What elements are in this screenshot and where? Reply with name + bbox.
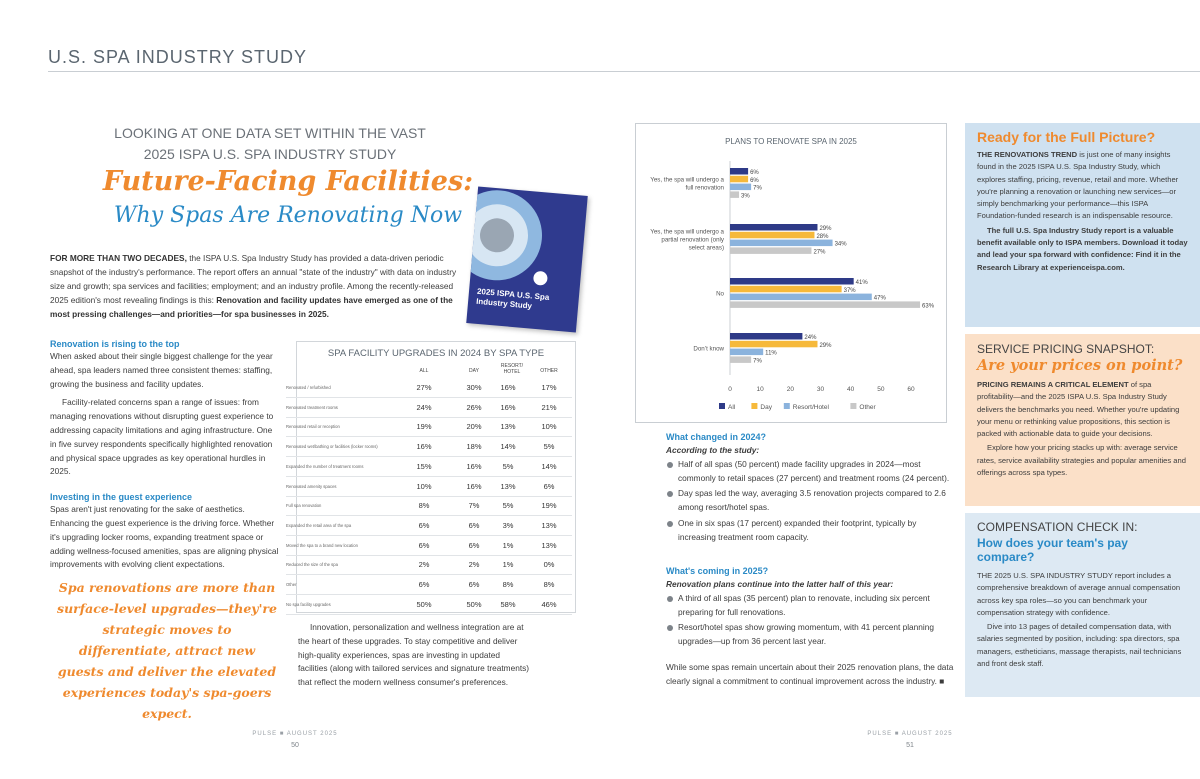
chart-bar — [730, 349, 763, 356]
chart-legend-swatch — [850, 403, 856, 409]
chart-data-label: 6% — [750, 177, 759, 184]
table-cell: 7% — [468, 501, 480, 511]
chart-legend-swatch — [719, 403, 725, 409]
chart-data-label: 41% — [855, 280, 868, 286]
chart-data-label: 63% — [922, 303, 935, 310]
upgrades-table-title: SPA FACILITY UPGRADES IN 2024 BY SPA TYPE — [327, 348, 545, 359]
compensation-panel — [965, 513, 1200, 697]
table-row — [286, 398, 572, 418]
chart-tick-label: 0 — [728, 386, 732, 393]
chart-category-label: Yes, the spa will undergo a full renovation — [650, 176, 724, 192]
table-cell: 10% — [541, 422, 557, 432]
table-cell: 6% — [543, 481, 555, 491]
table-row — [286, 536, 572, 556]
table-cell: 6% — [468, 580, 480, 589]
panel1-title: Ready for the Full Picture? — [977, 129, 1156, 145]
table-cell: 13% — [500, 422, 516, 432]
table-row — [286, 477, 572, 497]
chart-bar — [730, 278, 854, 285]
chart-bar — [730, 168, 748, 175]
panel1-lead: THE RENOVATIONS TREND — [977, 150, 1078, 159]
changes-bullet: Day spas led the way, averaging 3.5 renovation projects compared to 2.6 among resort/hotel spas. — [666, 487, 956, 515]
chart-tick-label: 50 — [877, 386, 885, 393]
table-row-label: Renovated amenity spaces — [286, 483, 337, 489]
chart-legend-swatch — [784, 403, 790, 409]
intro-bold: Renovation and facility updates have emerged as one of the most pressing challenges—and priorities—for spa businesses in 2025. — [50, 295, 453, 319]
panel3-title: COMPENSATION CHECK IN: — [977, 520, 1138, 534]
article-title: Future-Facing Facilities: — [102, 166, 474, 197]
renovation-bar-chart — [635, 123, 947, 423]
table-cell: 26% — [466, 402, 482, 412]
table-col-other: OTHER — [540, 368, 558, 374]
table-col-day: DAY — [469, 368, 479, 374]
table-cell: 8% — [543, 580, 555, 589]
coming-bullet: Resort/hotel spas show growing momentum, with 41 percent planning upgrades—up from 36 percent last year. — [666, 621, 956, 649]
chart-data-label: 27% — [813, 249, 826, 256]
chart-legend-label: All — [728, 404, 736, 411]
pricing-panel — [965, 334, 1200, 506]
table-row — [286, 496, 572, 516]
table-cell: 16% — [466, 461, 482, 471]
chart-tick-label: 60 — [907, 386, 915, 393]
header-rule-left — [48, 71, 600, 72]
table-col-resort-hotel: RESORT/ HOTEL — [500, 363, 524, 375]
page-number-right: 51 — [906, 742, 914, 749]
table-col-all: ALL — [419, 368, 429, 374]
table-row — [286, 378, 572, 398]
table-row-label: Other — [286, 582, 297, 587]
chart-category-label: Don’t know — [693, 345, 724, 353]
panel3-paragraph1: THE 2025 U.S. SPA INDUSTRY STUDY report includes a comprehensive breakdown of average annual compensation across key spa roles—so you can benchmark your compensation strategy with confidence. — [977, 571, 1181, 617]
pull-quote: Spa renovations are more than surface-level upgrades—they're strategic moves to differentiate, attract new guests and deliver the elevated experiences today's spa-goers expect. — [57, 580, 277, 721]
table-row-label: Full spa renovation — [286, 503, 322, 509]
chart-bar — [730, 286, 842, 293]
chart-legend-label: Day — [760, 404, 772, 411]
footer-left-label: PULSE ■ AUGUST 2025 — [252, 731, 338, 737]
table-cell: 24% — [416, 402, 432, 412]
table-row — [286, 437, 572, 457]
table-row — [286, 417, 572, 437]
changes-section — [666, 432, 956, 545]
chart-category-label: Yes, the spa will undergo a partial renovation (only select areas) — [650, 228, 724, 252]
article-kicker-line2: 2025 ISPA U.S. SPA INDUSTRY STUDY — [143, 146, 397, 162]
panel3-paragraph2: Dive into 13 pages of detailed compensation data, with salaries segmented by position, including: spa directors, spa managers, estheticians, massage therapists, nail technicians and front desk staff. — [977, 622, 1182, 669]
table-cell: 16% — [466, 481, 482, 491]
table-row-label: Renovated treatment rooms — [286, 404, 338, 410]
chart-data-label: 28% — [816, 233, 829, 240]
table-cell: 6% — [418, 580, 430, 589]
table-cell: 16% — [416, 442, 432, 452]
article-kicker-line1: LOOKING AT ONE DATA SET WITHIN THE VAST — [114, 125, 426, 141]
chart-legend-label: Resort/Hotel — [792, 404, 829, 411]
chart-category-label: No — [716, 290, 724, 298]
closing-paragraph: While some spas remain uncertain about their 2025 renovation plans, the data clearly signal a commitment to continual improvement across the industry. ■ — [666, 661, 954, 686]
coming-section — [666, 566, 956, 689]
table-row-label: Moved the spa to a brand new location — [286, 542, 358, 548]
table-cell: 14% — [500, 442, 516, 452]
article-subtitle: Why Spas Are Renovating Now — [113, 203, 463, 228]
table-cell: 1% — [502, 540, 514, 550]
table-cell: 5% — [502, 501, 514, 511]
chart-data-label: 7% — [753, 185, 762, 192]
table-cell: 16% — [500, 402, 516, 412]
table-row-label: Expanded the retail area of the spa — [286, 522, 352, 528]
table-cell: 50% — [466, 599, 482, 609]
panel2-subtitle: Are your prices on point? — [977, 357, 1183, 374]
chart-tick-label: 40 — [847, 386, 855, 393]
table-cell: 16% — [500, 383, 516, 392]
table-cell: 8% — [418, 501, 430, 511]
table-row — [286, 555, 572, 575]
section1-paragraph2: Facility-related concerns span a range of issues: from managing renovations without disrupting guest experience to addressing capacity limitations and aging infrastructure. One in five survey respondents specifically highlighted renovation and physical space upgrades as key operational hurdles in 2025. — [50, 397, 274, 477]
section1-heading: Renovation is rising to the top — [50, 339, 180, 349]
table-row-label: Renovated wet/bathing or facilities (locker rooms) — [286, 444, 378, 450]
panel1-paragraph — [977, 149, 1188, 223]
table-cell: 14% — [541, 461, 557, 471]
coming-bullet: A third of all spas (35 percent) plan to renovate, including six percent preparing for full renovations. — [666, 592, 956, 620]
cover-logo-icon — [533, 271, 548, 286]
chart-data-label: 3% — [741, 193, 750, 200]
chart-legend-swatch — [751, 403, 757, 409]
panel3-subtitle: How does your team's pay compare? — [977, 536, 1128, 564]
panel2-paragraph2: Explore how your pricing stacks up with: average service rates, service availability strategies and popular amenities and offerings across spa types. — [977, 443, 1186, 478]
left-column — [50, 339, 280, 572]
table-cell: 6% — [418, 520, 430, 530]
cover-title: 2025 ISPA U.S. Spa Industry Study — [475, 286, 550, 311]
section2-heading: Investing in the guest experience — [50, 492, 193, 503]
changes-heading: What changed in 2024? — [666, 432, 767, 442]
table-cell: 5% — [543, 442, 555, 452]
report-cover-image — [466, 186, 588, 332]
table-cell: 15% — [416, 461, 432, 471]
panel1-text: is just one of many insights found in the 2025 ISPA U.S. Spa Industry Study, which explores staffing, pricing, revenue, retail and more. Whether you're planning a renovation or launching new services—or simply benchmarking your performance—this ISPA Foundation-funded research is an indispensable resource. — [977, 150, 1179, 221]
chart-title: PLANS TO RENOVATE SPA IN 2025 — [725, 137, 857, 146]
chart-data-label: 37% — [843, 287, 856, 294]
table-cell: 18% — [466, 442, 482, 452]
chart-bar — [730, 232, 814, 239]
coming-subheading: Renovation plans continue into the latter half of this year: — [666, 579, 894, 589]
page-number-left: 50 — [291, 742, 299, 749]
panel2-paragraph — [977, 379, 1188, 440]
table-cell: 2% — [418, 560, 430, 570]
changes-subheading: According to the study: — [666, 445, 760, 455]
chart-data-label: 34% — [834, 241, 847, 248]
table-row — [286, 595, 572, 615]
chart-bar — [730, 356, 751, 363]
chart-bar — [730, 333, 802, 340]
table-cell: 21% — [541, 402, 557, 412]
coming-heading: What's coming in 2025? — [666, 566, 769, 576]
table-cell: 30% — [466, 383, 482, 392]
table-row-label: Renovated / refurbished — [286, 385, 331, 390]
chart-data-label: 29% — [819, 226, 832, 232]
chart-bar — [730, 341, 817, 348]
table-cell: 6% — [468, 540, 480, 550]
chart-tick-label: 30 — [816, 386, 825, 393]
chart-data-label: 29% — [819, 342, 832, 349]
table-row-label: Renovated retail or reception — [286, 424, 340, 430]
panel2-title: SERVICE PRICING SNAPSHOT: — [977, 342, 1155, 356]
chart-bar — [730, 247, 811, 254]
chart-bar — [730, 301, 920, 308]
chart-legend-label: Other — [859, 404, 876, 411]
table-row-label: Expanded the number of treatment rooms — [286, 463, 364, 469]
section2-paragraph1: Spas aren't just renovating for the sake of aesthetics. Enhancing the guest experience is the driving force. Whether it's upgrading locker rooms, expanding treatment space or adding wellness-focused amenities, spas are aligning physical improvements with evolving client expectations. — [50, 504, 279, 570]
table-cell: 8% — [502, 580, 514, 589]
table-cell: 17% — [541, 383, 557, 392]
section2-paragraph2: Innovation, personalization and wellness integration are at the heart of these upgrades. To stay competitive and deliver high-quality experiences, spas are investing in updated facilities (along with tailored services and signature treatments) that reflect the modern wellness consumer's preferences. — [298, 622, 530, 688]
running-header: U.S. SPA INDUSTRY STUDY — [48, 47, 308, 67]
table-cell: 13% — [541, 520, 557, 530]
table-row — [286, 457, 572, 477]
chart-data-label: 24% — [804, 335, 817, 341]
header-rule-right — [600, 71, 1200, 72]
chart-data-label: 11% — [765, 350, 777, 357]
table-cell: 5% — [502, 461, 514, 471]
chart-bar — [730, 294, 872, 301]
changes-bullet: Half of all spas (50 percent) made facility upgrades in 2024—most commonly to retail spaces (27 percent) and treatment rooms (24 percent). — [666, 458, 956, 486]
table-cell: 0% — [543, 560, 555, 570]
chart-tick-label: 20 — [786, 386, 794, 393]
table-cell: 2% — [468, 560, 480, 570]
table-cell: 46% — [541, 599, 557, 609]
intro-text: the ISPA U.S. Spa Industry Study has provided a data-driven periodic snapshot of the industry's performance. The report offers an annual "state of the industry" with data on industry size and growth; spa services and facilities; employment; and an industry profile. Among the recently-released 2025 edition's most revealing findings is this: — [50, 253, 457, 305]
chart-data-label: 6% — [750, 170, 759, 176]
table-row — [286, 575, 572, 595]
table-cell: 3% — [502, 520, 514, 530]
table-row — [286, 516, 572, 536]
panel1-bold: The full U.S. Spa Industry Study report is a valuable benefit available only to ISPA members. Download it today and lead your spa forward with confidence: Find it in the Research Library at experienceispa.com. — [977, 225, 1188, 272]
intro-paragraph — [50, 251, 462, 321]
table-cell: 19% — [416, 422, 432, 432]
chart-bar — [730, 176, 748, 183]
table-cell: 50% — [416, 599, 432, 609]
chart-bar — [730, 240, 833, 247]
table-cell: 13% — [500, 481, 516, 491]
table-cell: 6% — [418, 540, 430, 550]
section1-paragraph1: When asked about their single biggest challenge for the year ahead, spa leaders named three consistent themes: staffing, growing the business and facility updates. — [50, 351, 273, 389]
footer-right-label: PULSE ■ AUGUST 2025 — [867, 731, 953, 737]
panel2-lead: PRICING REMAINS A CRITICAL ELEMENT — [977, 380, 1129, 389]
table-cell: 58% — [500, 599, 516, 609]
table-cell: 19% — [541, 501, 557, 511]
chart-bar — [730, 224, 817, 231]
full-picture-panel — [965, 123, 1200, 327]
chart-bar — [730, 184, 751, 191]
chart-data-label: 7% — [753, 358, 762, 365]
table-cell: 10% — [416, 481, 432, 491]
chart-data-label: 47% — [873, 295, 886, 302]
table-row-label: Reduced the size of the spa — [286, 562, 338, 568]
table-cell: 27% — [416, 383, 432, 392]
table-cell: 6% — [468, 520, 480, 530]
panel2-text: of spa profitability—and the 2025 ISPA U.S. Spa Industry Study delivers the benchmarks you need. Whether you're updating your menu or rethinking value propositions, this section is packed with actionable data to guide your decisions. — [977, 380, 1180, 439]
table-cell: 1% — [502, 560, 514, 570]
chart-bar — [730, 191, 739, 198]
table-cell: 20% — [466, 422, 482, 432]
table-row-label: No spa facility upgrades — [286, 601, 331, 607]
chart-tick-label: 10 — [756, 386, 764, 393]
table-cell: 13% — [541, 540, 557, 550]
intro-lead: FOR MORE THAN TWO DECADES, — [50, 253, 187, 263]
changes-bullet: One in six spas (17 percent) expanded their footprint, typically by increasing treatment room capacity. — [666, 517, 956, 545]
